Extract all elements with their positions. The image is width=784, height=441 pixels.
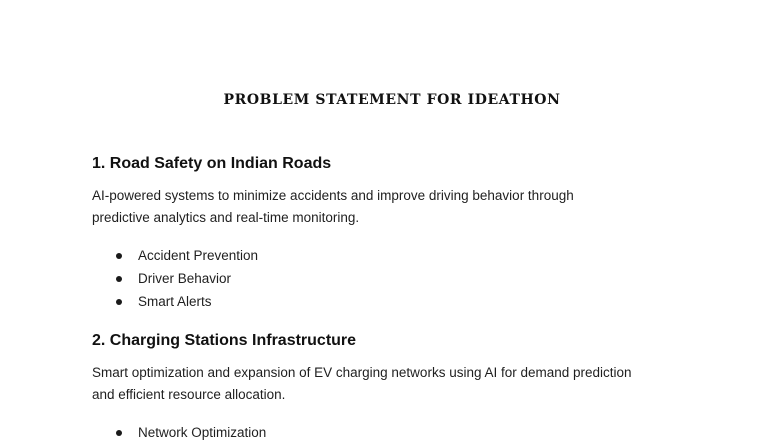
- section-description-charging-stations: [92, 362, 712, 406]
- list-item-label: Network Optimization: [138, 425, 267, 440]
- section-heading-road-safety: 1. Road Safety on Indian Roads: [92, 155, 332, 172]
- description-line: predictive analytics and real-time monitoring.: [92, 210, 360, 225]
- section-description-road-safety: [92, 185, 712, 229]
- bullet-icon: [116, 276, 122, 282]
- list-item-label: Accident Prevention: [138, 248, 259, 263]
- bullet-icon: [116, 299, 122, 305]
- bullet-icon: [116, 253, 122, 259]
- document-title: PROBLEM STATEMENT FOR IDEATHON: [223, 92, 561, 108]
- description-line: AI-powered systems to minimize accidents and improve driving behavior through: [92, 188, 574, 203]
- list-item-label: Driver Behavior: [138, 271, 232, 286]
- bullet-icon: [116, 430, 122, 436]
- section-heading-charging-stations: 2. Charging Stations Infrastructure: [92, 332, 357, 349]
- description-line: Smart optimization and expansion of EV charging networks using AI for demand prediction: [92, 365, 632, 380]
- list-item-label: Smart Alerts: [138, 294, 212, 309]
- description-line: and efficient resource allocation.: [92, 387, 286, 402]
